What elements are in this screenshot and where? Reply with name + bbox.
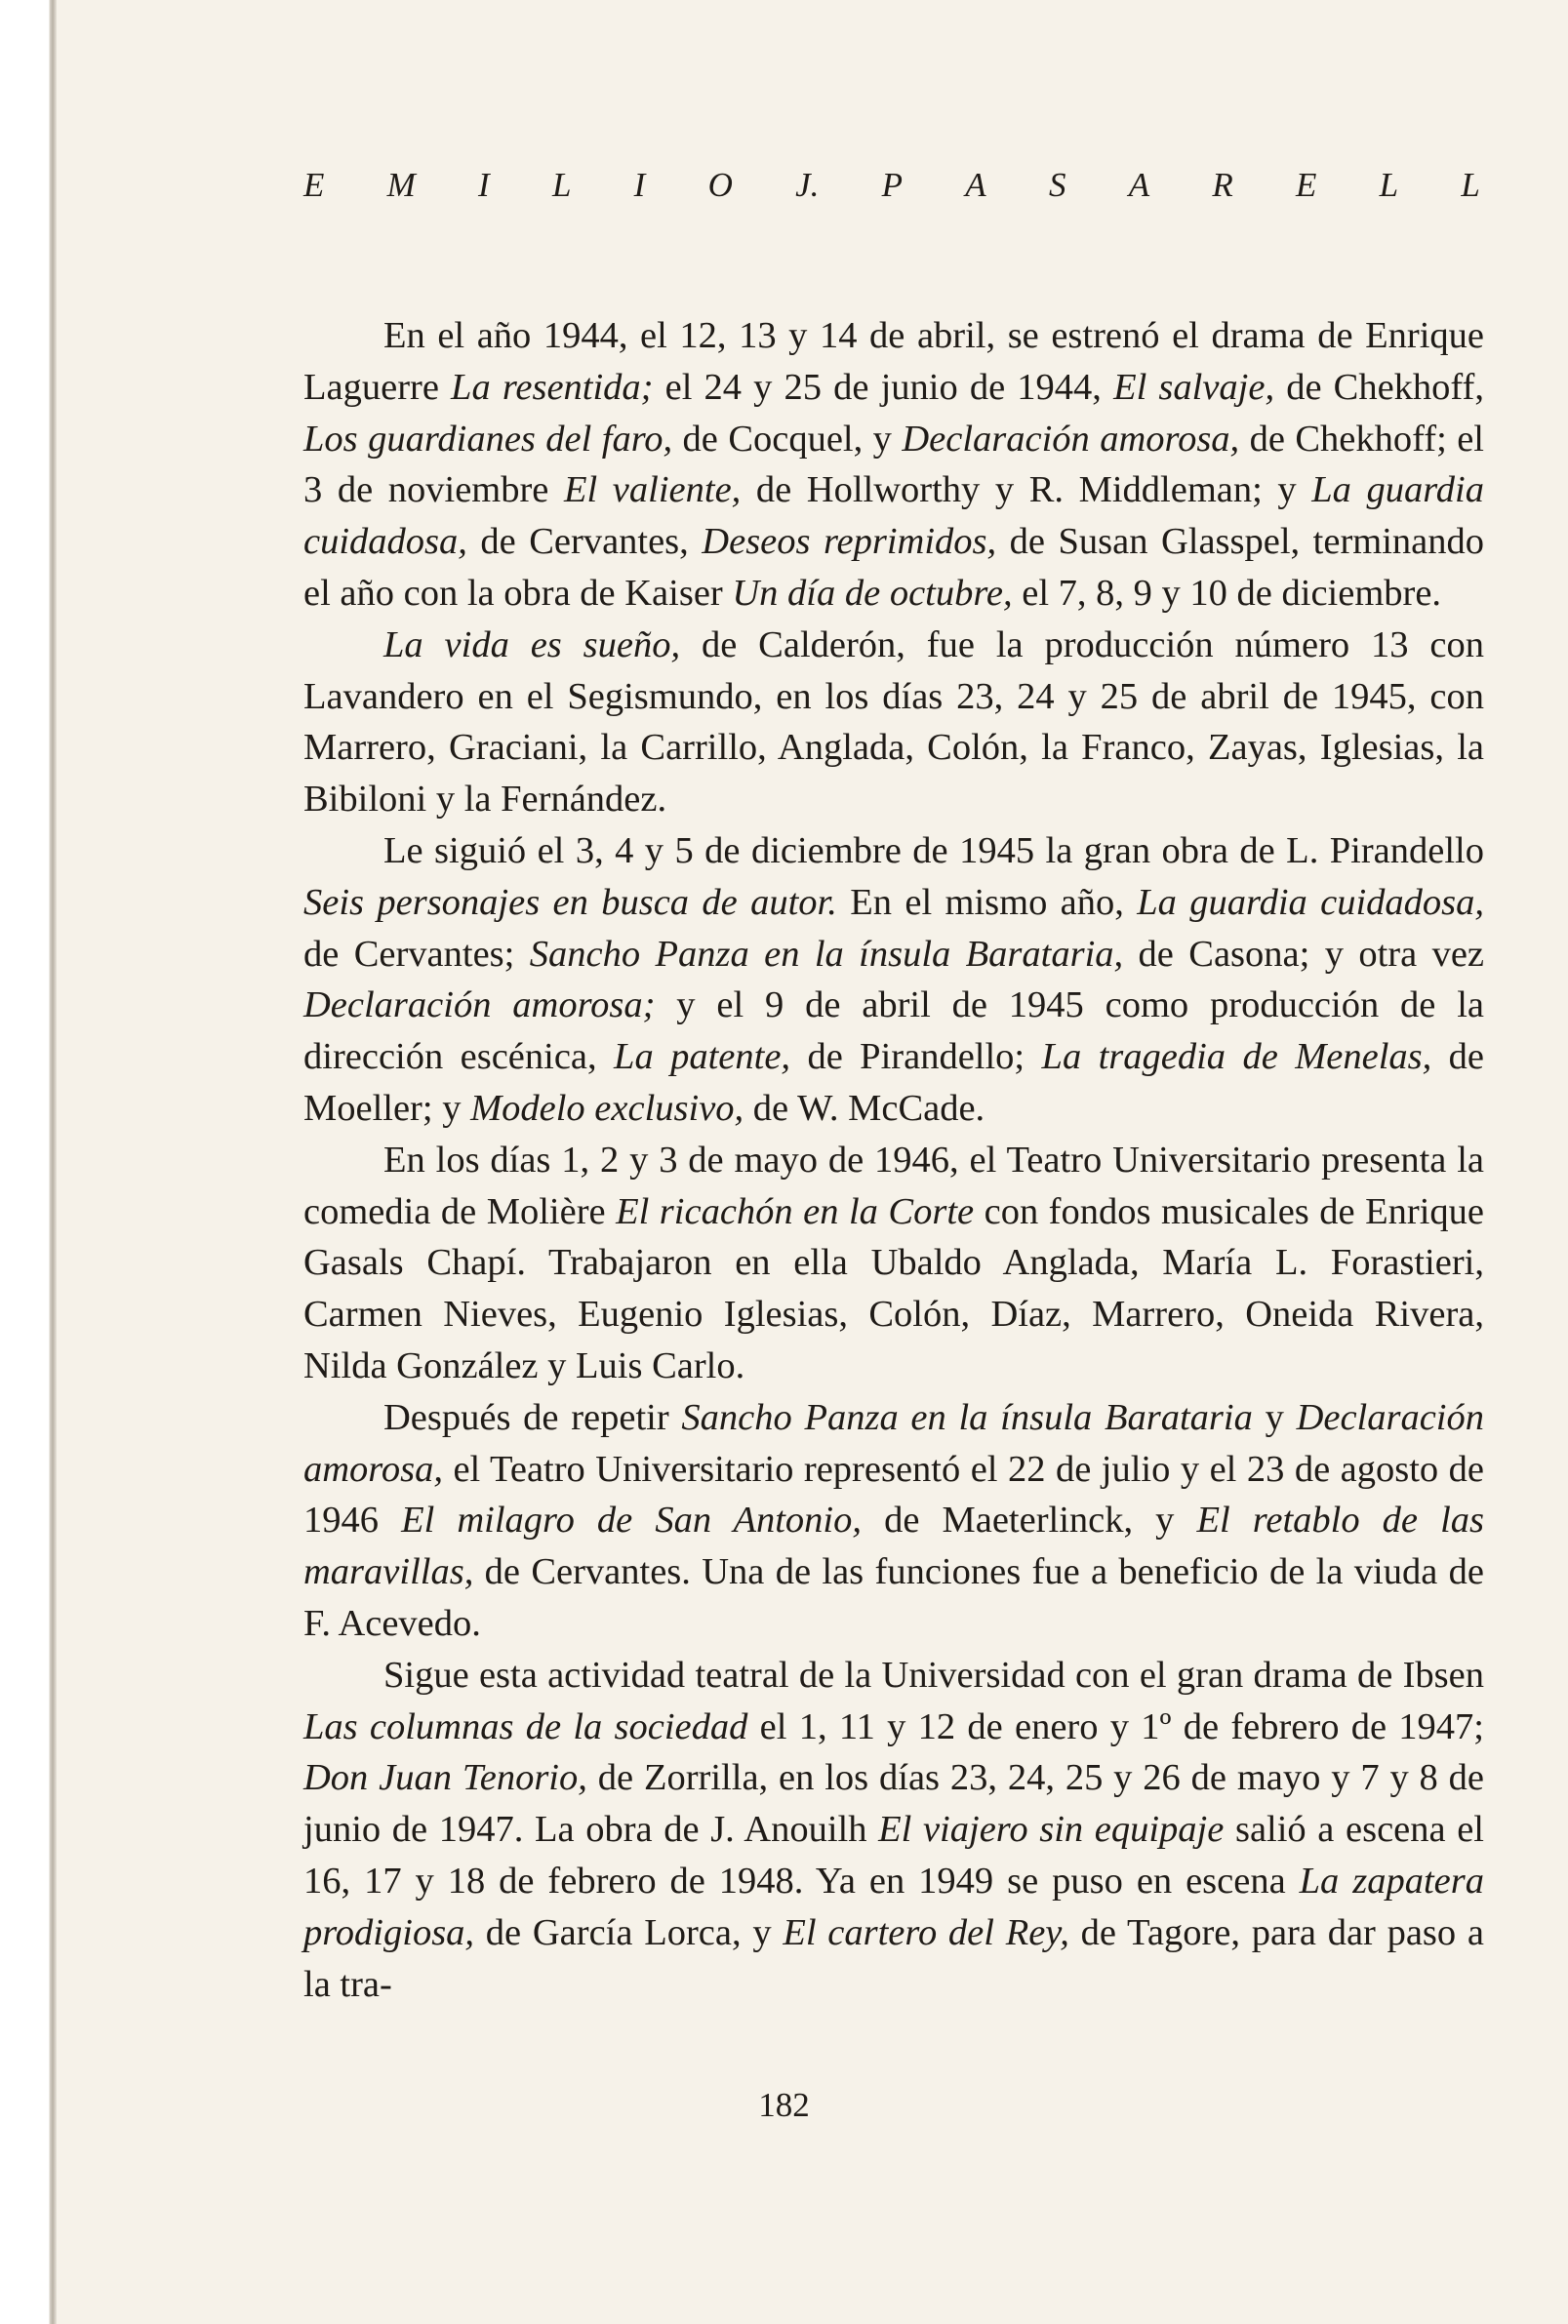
paragraph xyxy=(303,1392,1484,1650)
italic-title: Don Juan Tenorio, xyxy=(303,1757,587,1799)
paragraph xyxy=(303,1650,1484,2011)
running-head-letter: S xyxy=(1048,166,1066,204)
text-run: de W. McCade. xyxy=(744,1087,985,1129)
paragraph xyxy=(303,1135,1484,1392)
text-run: salió a escena el 16, 17 y 18 de febrero de 1948. Ya en 1949 se puso en escena xyxy=(303,1809,1485,1902)
running-head-letter: J. xyxy=(795,166,820,204)
text-run: Después de repetir xyxy=(383,1396,682,1438)
running-head-letter: M xyxy=(386,166,416,204)
italic-title: Un día de octubre, xyxy=(732,572,1013,614)
italic-title: La zapatera prodigiosa, xyxy=(303,1860,1484,1953)
text-run: de Susan Glasspel, terminando el año con la obra de Kaiser xyxy=(303,521,1485,614)
paragraph xyxy=(303,310,1484,620)
book-page xyxy=(303,146,1484,2010)
italic-title: El ricachón en la Corte xyxy=(616,1190,975,1232)
text-run: y el 9 de abril de 1945 como producción de la dirección escénica, xyxy=(303,984,1484,1078)
text-run: de Calderón, fue la producción número 13 con Lavandero en el Segismundo, en los días 23, 24 y 25 de abril de 1945, con Marrero, Graciani, la Carrillo, Anglada, Colón, la Franco, Zayas, Iglesias, la Bibiloni y la Fernández. xyxy=(303,623,1484,821)
text-run: En los días 1, 2 y 3 de mayo de 1946, el Teatro Universitario presenta la comedia de Molière xyxy=(303,1139,1484,1232)
italic-title: La tragedia de Menelas, xyxy=(1041,1036,1432,1078)
italic-title: Declaración amorosa; xyxy=(303,984,656,1026)
italic-title: El milagro de San Antonio, xyxy=(401,1500,863,1542)
text-run: de Casona; y otra vez xyxy=(1123,933,1484,975)
text-run: En el mismo año, xyxy=(836,881,1138,923)
running-head-letter: P xyxy=(881,166,904,204)
binding-edge xyxy=(0,0,57,2324)
text-run: y xyxy=(1252,1396,1297,1438)
text-run: de Pirandello; xyxy=(790,1036,1042,1078)
italic-title: Modelo exclusivo, xyxy=(470,1087,744,1129)
italic-title: La resentida; xyxy=(451,366,654,408)
running-head-letter: E xyxy=(1295,166,1317,204)
running-head-letter: L xyxy=(551,166,572,204)
paragraph xyxy=(303,825,1484,1135)
text-run: de Hollworthy y R. Middleman; y xyxy=(741,469,1312,511)
italic-title: El valiente, xyxy=(564,469,742,511)
text-run: de Cervantes, xyxy=(466,521,703,563)
italic-title: La guardia cuidadosa, xyxy=(1137,881,1485,923)
text-run: de Chekhoff, xyxy=(1274,366,1484,408)
body-text xyxy=(303,310,1484,2010)
running-head-letter: L xyxy=(1379,166,1399,204)
text-run: de Tagore, para dar paso a la tra- xyxy=(303,1911,1484,2005)
running-head-letter: L xyxy=(1461,166,1480,204)
running-head-letter: A xyxy=(1128,166,1150,204)
italic-title: Deseos reprimidos, xyxy=(702,521,997,563)
text-run: de Moeller; y xyxy=(303,1036,1484,1129)
text-run: de Zorrilla, en los días 23, 24, 25 y 26 de mayo y 7 y 8 de junio de 1947. La obra de J. Anouilh xyxy=(303,1757,1485,1851)
italic-title: Declaración amorosa, xyxy=(303,1396,1485,1490)
running-head-letter: R xyxy=(1212,166,1233,204)
italic-title: El viajero sin equipaje xyxy=(878,1809,1225,1851)
text-run: el 7, 8, 9 y 10 de diciembre. xyxy=(1012,572,1442,614)
italic-title: Seis personajes en busca de autor. xyxy=(303,881,837,923)
running-head xyxy=(303,166,1484,224)
text-run: el 24 y 25 de junio de 1944, xyxy=(653,366,1114,408)
text-run: En el año 1944, el 12, 13 y 14 de abril, se estrenó el drama de Enrique Laguerre xyxy=(303,315,1484,408)
italic-title: Los guardianes del faro, xyxy=(303,418,673,460)
italic-title: La patente, xyxy=(614,1036,791,1078)
running-head-letter: O xyxy=(707,166,733,204)
running-head-letter: I xyxy=(478,166,490,204)
italic-title: La vida es sueño, xyxy=(383,623,681,665)
italic-title: Sancho Panza en la ínsula Barataria xyxy=(681,1396,1253,1438)
text-run: Le siguió el 3, 4 y 5 de diciembre de 1945 la gran obra de L. Pirandello xyxy=(383,829,1484,871)
text-run: de Maeterlinck, y xyxy=(862,1500,1197,1542)
text-run: de García Lorca, y xyxy=(474,1911,784,1953)
text-run: de Cervantes; xyxy=(303,933,530,975)
page-number: 182 xyxy=(758,2086,810,2124)
text-run: el 1, 11 y 12 de enero y 1º de febrero de 1947; xyxy=(747,1705,1485,1747)
italic-title: El retablo de las maravillas, xyxy=(303,1500,1484,1593)
running-head-letter: A xyxy=(965,166,986,204)
italic-title: Las columnas de la sociedad xyxy=(303,1705,748,1747)
text-run: con fondos musicales de Enrique Gasals Chapí. Trabajaron en ella Ubaldo Anglada, María L. Forastieri, Carmen Nieves, Eugenio Iglesias, Colón, Díaz, Marrero, Oneida Rivera, Nilda González y Luis Carlo. xyxy=(303,1190,1484,1386)
text-run: el Teatro Universitario representó el 22 de julio y el 23 de agosto de 1946 xyxy=(303,1448,1484,1542)
paragraph xyxy=(303,620,1484,825)
italic-title: Declaración amorosa, xyxy=(902,418,1240,460)
italic-title: El salvaje, xyxy=(1113,366,1275,408)
running-head-letter: E xyxy=(303,166,325,204)
italic-title: La guardia cuidadosa, xyxy=(303,469,1484,563)
text-run: Sigue esta actividad teatral de la Universidad con el gran drama de Ibsen xyxy=(383,1654,1484,1696)
italic-title: Sancho Panza en la ínsula Barataria, xyxy=(529,933,1124,975)
running-head-letter: I xyxy=(633,166,646,204)
italic-title: El cartero del Rey, xyxy=(783,1911,1069,1953)
text-run: de Cocquel, y xyxy=(672,418,903,460)
text-run: de Cervantes. Una de las funciones fue a beneficio de la viuda de F. Acevedo. xyxy=(303,1551,1484,1644)
text-run: de Chekhoff; el 3 de noviembre xyxy=(303,418,1484,511)
